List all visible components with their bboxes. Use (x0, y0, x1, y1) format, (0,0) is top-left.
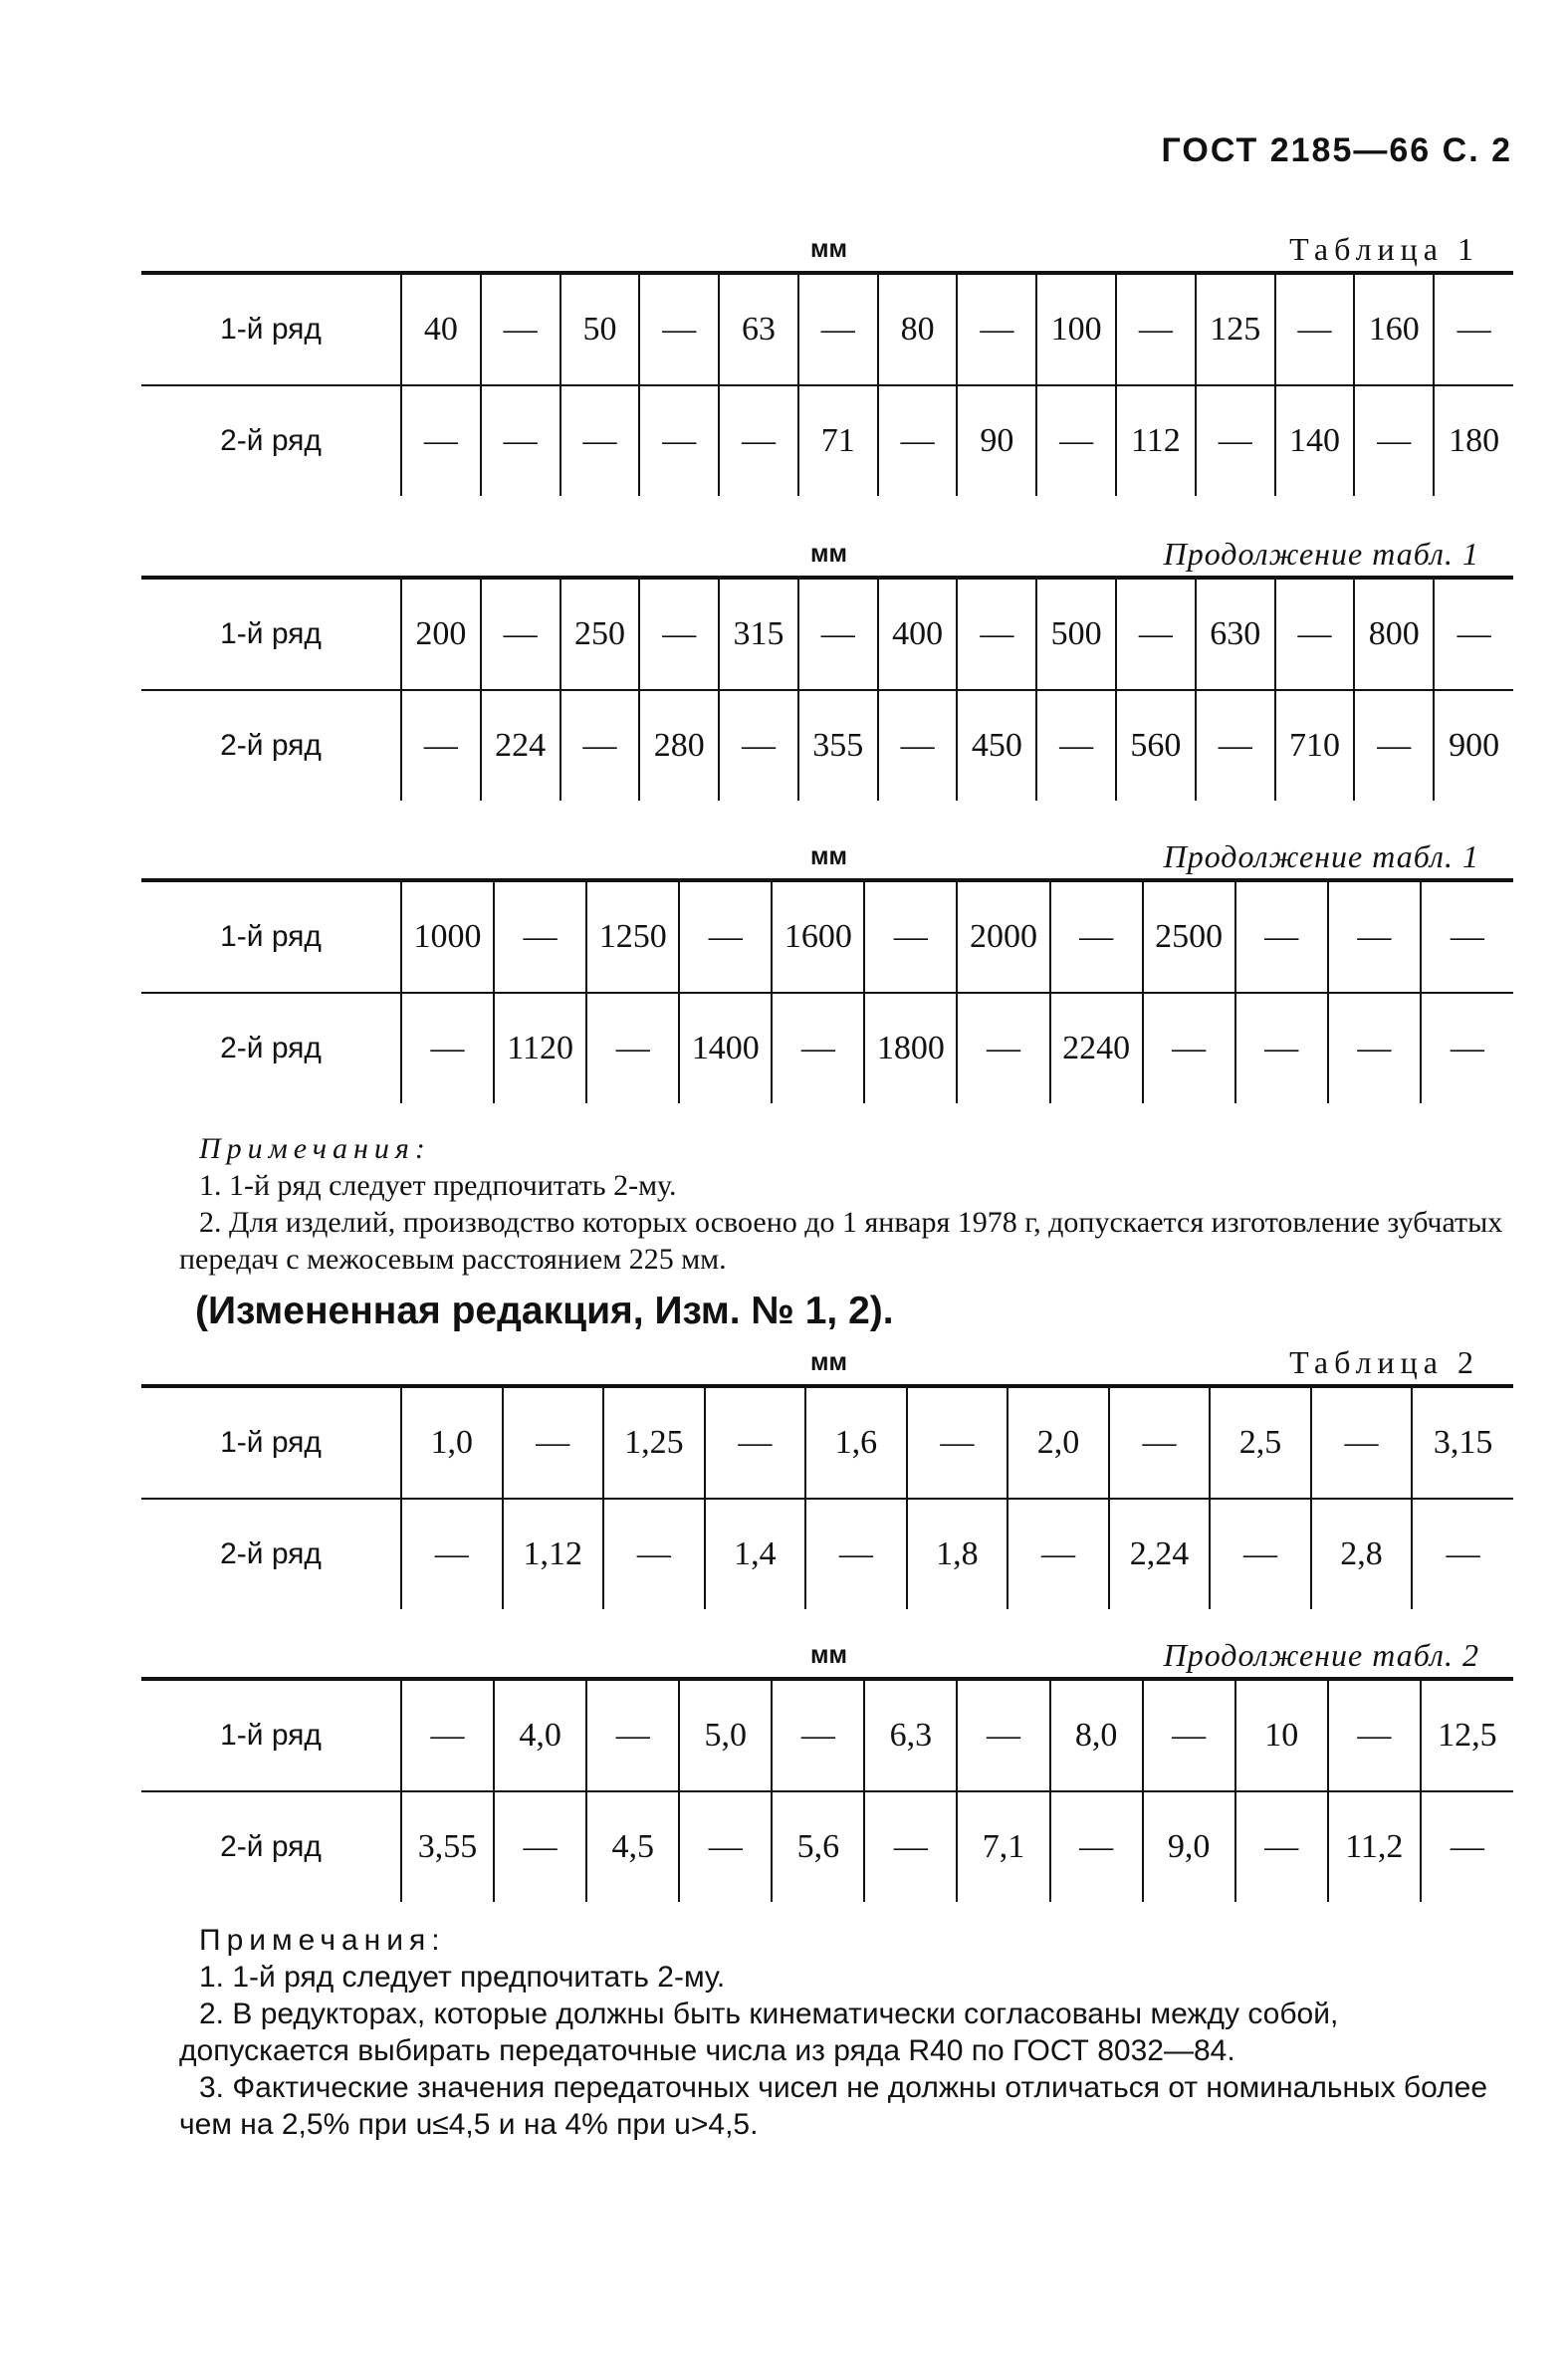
table-cell: — (1143, 1681, 1235, 1791)
table-cell: 900 (1434, 690, 1513, 801)
table-cell: — (878, 385, 958, 496)
table1-part1 (141, 231, 1513, 496)
table-cell: — (401, 1499, 503, 1609)
table-cell: 11,2 (1328, 1791, 1421, 1902)
table-cell: 2500 (1143, 882, 1235, 993)
table-cell: — (957, 580, 1036, 690)
table-cell: — (957, 1681, 1049, 1791)
row-label: 1-й ряд (141, 580, 401, 690)
note-item: 1. 1-й ряд следует предпочитать 2-му. (199, 1169, 677, 1202)
table-cell: — (1275, 580, 1355, 690)
table-cell: 2,24 (1109, 1499, 1211, 1609)
table-caption: Продолжение табл. 1 (1163, 536, 1479, 572)
table-caption: Продолжение табл. 2 (1163, 1637, 1479, 1673)
table-cell: — (1235, 993, 1328, 1103)
table-cell: — (1036, 690, 1116, 801)
table-cell: — (798, 580, 878, 690)
table-cell: — (1275, 275, 1355, 385)
table-cell: 2,5 (1210, 1388, 1311, 1499)
table-row (141, 580, 1513, 690)
table-row (141, 275, 1513, 385)
table-cell: 1,25 (603, 1388, 705, 1499)
table-cell: — (1036, 385, 1116, 496)
table-cell: — (1434, 580, 1513, 690)
table-cell: 315 (719, 580, 798, 690)
table-cell: 7,1 (957, 1791, 1049, 1902)
table-cell: — (1210, 1499, 1311, 1609)
table1-part3 (141, 838, 1513, 1103)
table-cell: — (586, 993, 679, 1103)
table-cell: — (957, 275, 1036, 385)
table-cell: — (401, 385, 481, 496)
row-label: 1-й ряд (141, 275, 401, 385)
row-label: 1-й ряд (141, 1681, 401, 1791)
table-cell: — (772, 1681, 864, 1791)
table-cell: — (639, 580, 719, 690)
table-cell: — (679, 882, 772, 993)
table-cell: — (1109, 1388, 1211, 1499)
table-cell: 250 (560, 580, 640, 690)
table-cell: — (494, 1791, 586, 1902)
table-cell: 3,15 (1412, 1388, 1513, 1499)
table-caption: Продолжение табл. 1 (1163, 838, 1479, 874)
table-cell: 50 (560, 275, 640, 385)
row-label: 1-й ряд (141, 1388, 401, 1499)
table-cell: — (560, 385, 640, 496)
table-row (141, 1791, 1513, 1902)
table-cell: — (1328, 882, 1421, 993)
table-row (141, 1499, 1513, 1609)
notes-table1 (179, 1130, 1513, 1278)
table-cell: — (1235, 1791, 1328, 1902)
table-caption: Таблица 1 (1289, 231, 1479, 267)
table-cell: 125 (1196, 275, 1275, 385)
unit-label: мм (810, 842, 847, 870)
table-cell: 710 (1275, 690, 1355, 801)
table-row (141, 1681, 1513, 1791)
table-cell: — (401, 993, 494, 1103)
table-cell: 1400 (679, 993, 772, 1103)
table-cell: — (1008, 1499, 1109, 1609)
note-item: 1. 1-й ряд следует предпочитать 2-му. (199, 1961, 726, 1994)
row-label: 2-й ряд (220, 1830, 322, 1863)
table-cell: — (1421, 993, 1513, 1103)
table-cell: — (481, 275, 560, 385)
table-cell: — (1328, 993, 1421, 1103)
row-label: 2-й ряд (220, 1032, 322, 1064)
table-cell: 6,3 (864, 1681, 957, 1791)
table-caption: Таблица 2 (1289, 1344, 1479, 1380)
table2-part2 (141, 1637, 1513, 1902)
table-cell: — (401, 1681, 494, 1791)
table-cell: 1,4 (705, 1499, 806, 1609)
note-item: 2. В редукторах, которые должны быть кинематически согласованы между собой, допускается выбирать передаточные числа из ряда R40 по ГОСТ 8032—84. (179, 1998, 1339, 2067)
note-item: 2. Для изделий, производство которых освоено до 1 января 1978 г, допускается изготовление зубчатых передач с межосевым расстоянием 225 мм. (179, 1206, 1503, 1276)
table-cell: 71 (798, 385, 878, 496)
table-cell: 8,0 (1050, 1681, 1143, 1791)
table-cell: — (1434, 275, 1513, 385)
table-cell: — (1050, 1791, 1143, 1902)
table-cell: — (1235, 882, 1328, 993)
table2-part1 (141, 1344, 1513, 1609)
table-cell: 140 (1275, 385, 1355, 496)
table-cell: 40 (401, 275, 481, 385)
table-cell: 355 (798, 690, 878, 801)
table-cell: 4,5 (586, 1791, 679, 1902)
table-cell: — (1116, 580, 1196, 690)
table-cell: — (719, 690, 798, 801)
table-cell: 63 (719, 275, 798, 385)
unit-label: мм (810, 540, 847, 568)
row-label: 1-й ряд (141, 882, 401, 993)
table-cell: 500 (1036, 580, 1116, 690)
notes-title: Примечания: (199, 1132, 431, 1165)
table-cell: — (494, 882, 586, 993)
note-item: 3. Фактические значения передаточных чисел не должны отличаться от номинальных более чем на 2,5% при u≤4,5 и на 4% при u>4,5. (179, 2071, 1487, 2141)
row-label: 2-й ряд (220, 1537, 322, 1570)
table-cell: — (1050, 882, 1143, 993)
table-cell: 800 (1354, 580, 1434, 690)
table-cell: — (772, 993, 864, 1103)
table-cell: 1600 (772, 882, 864, 993)
table-cell: — (907, 1388, 1008, 1499)
table-cell: 180 (1434, 385, 1513, 496)
table-cell: 1250 (586, 882, 679, 993)
table-cell: 90 (957, 385, 1036, 496)
table-cell: 560 (1116, 690, 1196, 801)
table-cell: — (864, 1791, 957, 1902)
table-cell: 10 (1235, 1681, 1328, 1791)
table-cell: — (878, 690, 958, 801)
table1-part2 (141, 536, 1513, 801)
table-cell: 1800 (864, 993, 957, 1103)
table-cell: 160 (1354, 275, 1434, 385)
table-cell: 80 (878, 275, 958, 385)
notes-title: Примечания: (199, 1924, 446, 1957)
table-cell: — (705, 1388, 806, 1499)
page-header: ГОСТ 2185—66 С. 2 (1161, 131, 1512, 169)
table-cell: — (1328, 1681, 1421, 1791)
table-cell: 4,0 (494, 1681, 586, 1791)
table-cell: — (679, 1791, 772, 1902)
table-row (141, 993, 1513, 1103)
table-cell: 1,12 (503, 1499, 604, 1609)
table-cell: 100 (1036, 275, 1116, 385)
table-cell: — (1421, 882, 1513, 993)
table-cell: — (957, 993, 1049, 1103)
table-cell: — (639, 275, 719, 385)
table-cell: 1,8 (907, 1499, 1008, 1609)
table-cell: 1,6 (805, 1388, 907, 1499)
table-cell: — (798, 275, 878, 385)
table-cell: 1000 (401, 882, 494, 993)
table-cell: — (1196, 690, 1275, 801)
table-cell: — (1311, 1388, 1413, 1499)
table-cell: 2240 (1050, 993, 1143, 1103)
table-cell: — (586, 1681, 679, 1791)
table-cell: — (603, 1499, 705, 1609)
amendment-note: (Измененная редакция, Изм. № 1, 2). (195, 1290, 894, 1332)
table-cell: 5,0 (679, 1681, 772, 1791)
table-cell: — (481, 385, 560, 496)
table-cell: 200 (401, 580, 481, 690)
table-cell: 112 (1116, 385, 1196, 496)
table-cell: — (503, 1388, 604, 1499)
table-cell: 280 (639, 690, 719, 801)
table-cell: 5,6 (772, 1791, 864, 1902)
table-row (141, 882, 1513, 993)
table-cell: — (401, 690, 481, 801)
row-label: 2-й ряд (220, 729, 322, 762)
table-row (141, 690, 1513, 801)
table-cell: 1,0 (401, 1388, 503, 1499)
table-cell: 1120 (494, 993, 586, 1103)
unit-label: мм (810, 235, 847, 263)
unit-label: мм (810, 1641, 847, 1669)
table-cell: — (719, 385, 798, 496)
table-cell: — (1412, 1499, 1513, 1609)
table-cell: 450 (957, 690, 1036, 801)
table-cell: — (1354, 690, 1434, 801)
table-cell: 630 (1196, 580, 1275, 690)
table-cell: 3,55 (401, 1791, 494, 1902)
table-row (141, 385, 1513, 496)
table-cell: — (1196, 385, 1275, 496)
table-cell: 224 (481, 690, 560, 801)
table-cell: — (639, 385, 719, 496)
table-cell: — (1421, 1791, 1513, 1902)
unit-label: мм (810, 1348, 847, 1376)
table-cell: 9,0 (1143, 1791, 1235, 1902)
row-label: 2-й ряд (220, 424, 322, 457)
notes-table2 (179, 1922, 1513, 2143)
table-row (141, 1388, 1513, 1499)
table-cell: 12,5 (1421, 1681, 1513, 1791)
table-cell: — (1116, 275, 1196, 385)
table-cell: — (560, 690, 640, 801)
table-cell: — (864, 882, 957, 993)
table-cell: 2000 (957, 882, 1049, 993)
table-cell: — (1143, 993, 1235, 1103)
table-cell: — (1354, 385, 1434, 496)
table-cell: 400 (878, 580, 958, 690)
table-cell: 2,8 (1311, 1499, 1413, 1609)
table-cell: — (805, 1499, 907, 1609)
table-cell: 2,0 (1008, 1388, 1109, 1499)
table-cell: — (481, 580, 560, 690)
